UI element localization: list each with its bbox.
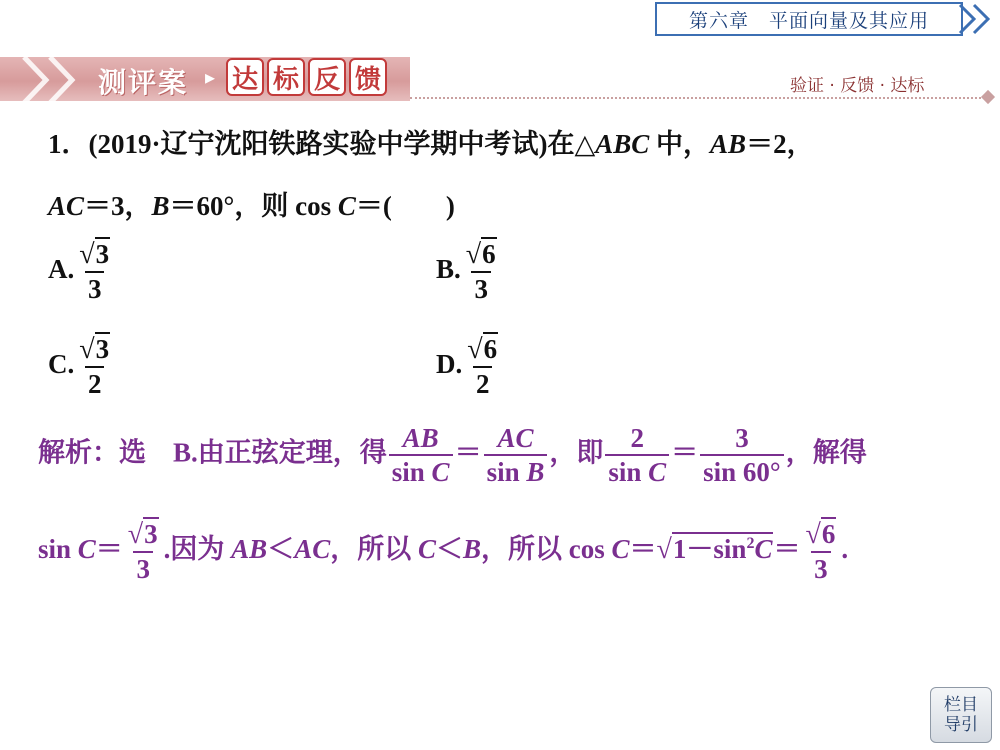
section-banner <box>0 55 1000 105</box>
question-line-2: AC＝3，B＝60°，则 cos C＝( ) <box>48 191 455 221</box>
section-nav-button[interactable] <box>930 687 992 743</box>
chevron-right-icon <box>20 55 100 105</box>
seal-char: 标 <box>267 58 305 96</box>
dotted-divider <box>410 97 985 99</box>
section-seal-title <box>226 58 387 96</box>
option-a: A. $\frac{√3}{3}$ <box>48 239 110 305</box>
solution-line-2: sin C＝ $\frac{√3}{3}$ .因为 AB＜AC，所以 C＜B，所以 $\cos C=√1-\sin^2C=$ $\frac{√6}{3}$ . <box>38 519 849 585</box>
solution-line-1: 解析：选 B.由正弦定理，得 $\frac{AB}{\text{sin C}}$ ＝ $\frac{AC}{\text{sin B}}$ ，即 $\frac{2}{\text{sin C}}$ ＝ $\frac{3}{\sin 60^\circ}$ ，解得 <box>38 423 867 488</box>
question-line-1: 1．(2019·辽宁沈阳铁路实验中学期中考试)在△ABC 中，AB＝2， <box>48 129 814 159</box>
nav-label-1: 栏目 <box>944 694 978 715</box>
section-subtitle: 验证 · 反馈 · 达标 <box>790 76 925 96</box>
seal-char: 反 <box>308 58 346 96</box>
title-separator: ▸ <box>205 67 216 89</box>
chevron-right-icon <box>957 2 999 36</box>
option-c: C. $\frac{√3}{2}$ <box>48 334 110 400</box>
diamond-icon <box>981 90 995 104</box>
nav-label-2: 导引 <box>944 715 978 735</box>
option-b: B. $\frac{√6}{3}$ <box>436 239 496 305</box>
option-d: D. $\frac{√6}{2}$ <box>436 334 498 400</box>
seal-char: 馈 <box>349 58 387 96</box>
seal-char: 达 <box>226 58 264 96</box>
section-title: 测评案 <box>98 66 189 99</box>
chapter-title-tab <box>655 2 963 36</box>
chapter-title: 第六章 平面向量及其应用 <box>688 9 929 32</box>
